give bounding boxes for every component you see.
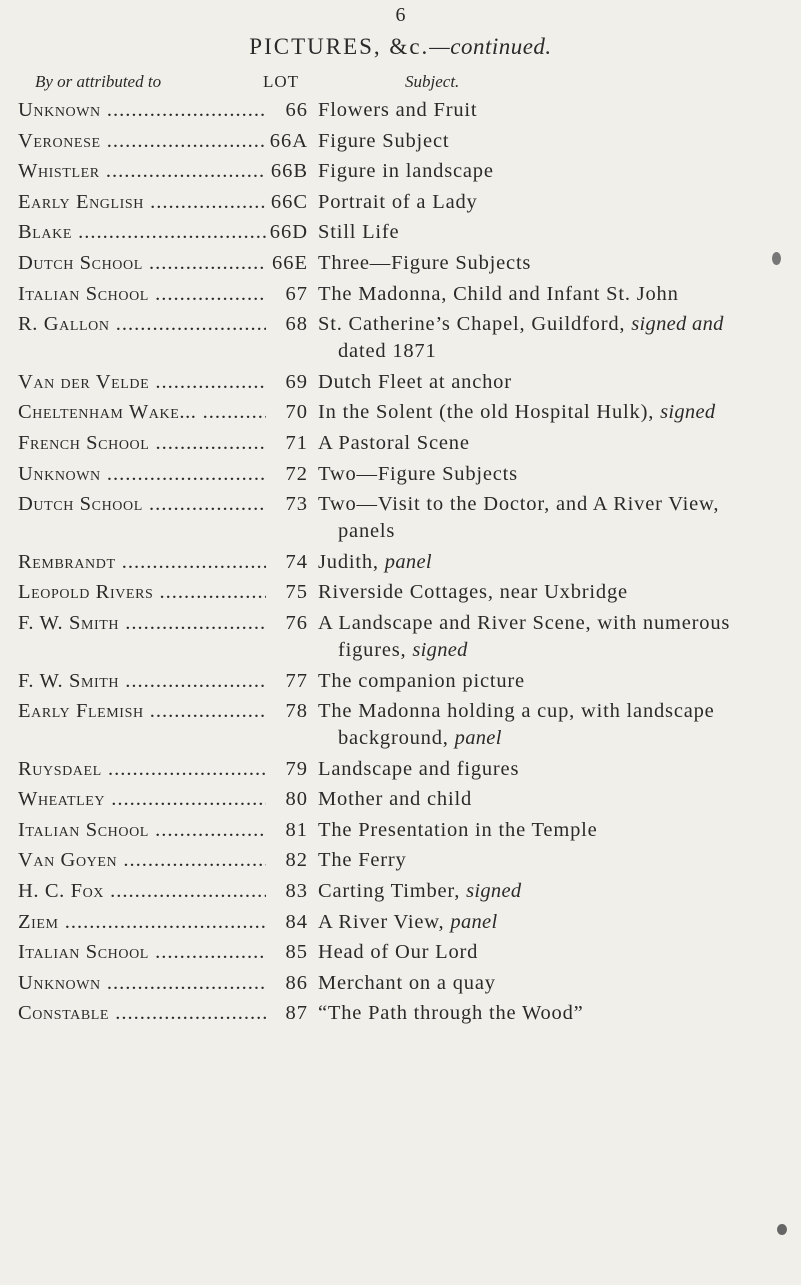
lot-subject-note: panel: [384, 550, 432, 573]
lot-subject-text: Figure in landscape: [318, 160, 494, 183]
continuation-note: panel: [454, 727, 502, 750]
lot-subject-text: Two—Visit to the Doctor, and A River View,: [318, 493, 720, 516]
lot-subject: [318, 128, 798, 155]
lot-artist: Italian School .....: [18, 939, 266, 966]
lot-number: 66B: [270, 160, 308, 183]
lot-subject-continuation: [338, 520, 395, 542]
lot-subject: [318, 817, 798, 844]
lot-number: 68: [285, 313, 308, 336]
lot-artist: Van der Velde .....: [18, 369, 266, 396]
lot-subject-text: The Ferry: [318, 849, 407, 872]
lot-artist: Veronese .....: [18, 128, 266, 155]
lot-number: 66A: [269, 129, 308, 152]
lot-subject-text: Still Life: [318, 221, 400, 244]
lot-subject-text: Portrait of a Lady: [318, 190, 478, 213]
margin-mark: [777, 1224, 787, 1235]
lot-subject-continuation: [338, 727, 502, 749]
lot-artist: French School .....: [18, 430, 266, 457]
lot-artist: R. Gallon .....: [18, 311, 266, 338]
lot-artist: Dutch School .....: [18, 250, 266, 277]
heading-title: PICTURES, &c.: [249, 34, 430, 59]
list-item: [18, 1000, 798, 1027]
lot-subject-text: The Presentation in the Temple: [318, 818, 598, 841]
continuation-text: figures,: [338, 638, 407, 661]
lot-subject-note: signed and: [631, 313, 724, 336]
lot-subject: [318, 430, 798, 457]
lot-subject-continuation: [338, 639, 468, 661]
lot-number: 78: [285, 700, 308, 723]
lot-number: 66E: [271, 251, 308, 274]
lot-subject: [318, 219, 798, 246]
lot-subject-text: Mother and child: [318, 788, 472, 811]
lot-subject: [318, 250, 798, 277]
lot-subject: [318, 97, 798, 124]
lot-artist: Dutch School .....: [18, 491, 266, 518]
lot-number: 74: [285, 550, 308, 573]
lot-subject-text: The companion picture: [318, 669, 525, 692]
list-item: [18, 756, 798, 783]
lot-subject-text: Riverside Cottages, near Uxbridge: [318, 581, 628, 604]
page-heading: [0, 34, 801, 60]
lot-artist: Leopold Rivers .....: [18, 579, 266, 606]
continuation-text: background,: [338, 727, 449, 750]
list-item: [18, 369, 798, 396]
list-item: [18, 817, 798, 844]
lot-number: 84: [285, 910, 308, 933]
lot-subject: [318, 189, 798, 216]
list-item: [18, 970, 798, 997]
lot-subject: [318, 847, 798, 874]
lot-artist: Wheatley .....: [18, 786, 266, 813]
lot-number: 67: [285, 282, 308, 305]
list-item: [18, 399, 798, 426]
list-item: [18, 97, 798, 124]
list-item: [18, 461, 798, 488]
lot-subject-text: Three—Figure Subjects: [318, 251, 532, 274]
list-item: [18, 847, 798, 874]
lot-number: 73: [285, 493, 308, 516]
margin-mark: [772, 252, 781, 265]
lot-subject-text: Head of Our Lord: [318, 941, 479, 964]
lot-subject-note: panel: [450, 910, 498, 933]
lot-artist: F. W. Smith .....: [18, 668, 266, 695]
lot-artist: Italian School .....: [18, 281, 266, 308]
lot-number: 87: [285, 1002, 308, 1025]
lot-artist: Van Goyen .....: [18, 847, 266, 874]
list-item: [18, 430, 798, 457]
lot-subject-continuation: [338, 340, 437, 362]
heading-continued: —continued.: [429, 34, 552, 59]
lot-subject-text: The Madonna, Child and Infant St. John: [318, 282, 679, 305]
lot-subject-text: The Madonna holding a cup, with landscape: [318, 700, 715, 723]
lot-subject: [318, 698, 798, 752]
list-item: [18, 250, 798, 277]
lot-subject-text: A Pastoral Scene: [318, 431, 470, 454]
lot-artist: Italian School .....: [18, 817, 266, 844]
list-item: [18, 281, 798, 308]
lot-artist: Unknown .....: [18, 97, 266, 124]
column-header-lot: LOT: [263, 72, 300, 91]
lot-number: 69: [285, 370, 308, 393]
lot-subject: [318, 756, 798, 783]
lot-subject: [318, 491, 798, 545]
list-item: [18, 158, 798, 185]
list-item: [18, 491, 798, 545]
list-item: [18, 189, 798, 216]
lot-number: 71: [285, 431, 308, 454]
lot-subject: [318, 786, 798, 813]
lot-number: 66C: [270, 190, 308, 213]
lot-subject: [318, 668, 798, 695]
lot-number: 66D: [269, 221, 308, 244]
lot-artist: Unknown .....: [18, 970, 266, 997]
lot-subject: [318, 158, 798, 185]
lot-subject: [318, 878, 798, 905]
page-number: 6: [395, 4, 406, 26]
lot-subject-text: A River View,: [318, 910, 445, 933]
list-item: [18, 786, 798, 813]
lot-number: 85: [285, 941, 308, 964]
lot-subject: [318, 610, 798, 664]
list-item: [18, 698, 798, 752]
lot-subject-text: Merchant on a quay: [318, 971, 496, 994]
list-item: [18, 909, 798, 936]
lot-subject: [318, 399, 798, 426]
list-item: [18, 668, 798, 695]
continuation-text: dated 1871: [338, 340, 437, 363]
lot-subject-text: Two—Figure Subjects: [318, 462, 518, 485]
lot-number: 75: [285, 581, 308, 604]
lot-artist: Ziem .....: [18, 909, 266, 936]
lot-subject-text: “The Path through the Wood”: [318, 1002, 584, 1025]
column-header-artist: By or attributed to: [35, 72, 162, 91]
lot-number: 77: [285, 669, 308, 692]
lot-subject: [318, 311, 798, 365]
lot-number: 83: [285, 880, 308, 903]
lot-subject-text: Dutch Fleet at anchor: [318, 370, 512, 393]
list-item: [18, 549, 798, 576]
lot-artist: Early Flemish .....: [18, 698, 266, 725]
continuation-note: signed: [412, 638, 468, 661]
lot-subject: [318, 369, 798, 396]
lot-subject: [318, 970, 798, 997]
lot-subject-text: Judith,: [318, 550, 379, 573]
lot-subject-text: St. Catherine’s Chapel, Guildford,: [318, 313, 626, 336]
lot-artist: Whistler .....: [18, 158, 266, 185]
catalogue-list: [18, 97, 798, 1031]
lot-number: 66: [285, 99, 308, 121]
lot-artist: Constable .....: [18, 1000, 266, 1027]
column-header-subject: Subject.: [405, 72, 460, 91]
lot-subject-text: Carting Timber,: [318, 880, 461, 903]
lot-subject-note: signed: [466, 880, 522, 903]
list-item: [18, 939, 798, 966]
lot-artist: F. W. Smith .....: [18, 610, 266, 637]
lot-subject-note: signed: [660, 401, 716, 424]
lot-subject: [318, 1000, 798, 1027]
continuation-text: panels: [338, 520, 396, 543]
lot-subject: [318, 281, 798, 308]
list-item: [18, 610, 798, 664]
lot-subject-text: A Landscape and River Scene, with numerous: [318, 611, 731, 634]
lot-artist: H. C. Fox .....: [18, 878, 266, 905]
lot-number: 79: [285, 757, 308, 780]
list-item: [18, 128, 798, 155]
lot-number: 70: [285, 401, 308, 424]
lot-artist: Ruysdael .....: [18, 756, 266, 783]
lot-number: 76: [285, 611, 308, 634]
list-item: [18, 579, 798, 606]
lot-artist: Blake .....: [18, 219, 266, 246]
list-item: [18, 311, 798, 365]
lot-subject: [318, 909, 798, 936]
lot-subject: [318, 939, 798, 966]
lot-subject: [318, 579, 798, 606]
lot-number: 81: [285, 818, 308, 841]
lot-artist: Early English .....: [18, 189, 266, 216]
list-item: [18, 219, 798, 246]
lot-subject: [318, 549, 798, 576]
lot-artist: Cheltenham Wake... .....: [18, 399, 266, 426]
lot-subject-text: Flowers and Fruit: [318, 99, 478, 121]
lot-number: 80: [285, 788, 308, 811]
lot-subject-text: In the Solent (the old Hospital Hulk),: [318, 401, 655, 424]
lot-artist: Rembrandt .....: [18, 549, 266, 576]
list-item: [18, 878, 798, 905]
lot-subject: [318, 461, 798, 488]
lot-number: 72: [285, 462, 308, 485]
lot-artist: Unknown .....: [18, 461, 266, 488]
lot-number: 82: [285, 849, 308, 872]
lot-subject-text: Figure Subject: [318, 129, 450, 152]
lot-subject-text: Landscape and figures: [318, 757, 520, 780]
lot-number: 86: [285, 971, 308, 994]
